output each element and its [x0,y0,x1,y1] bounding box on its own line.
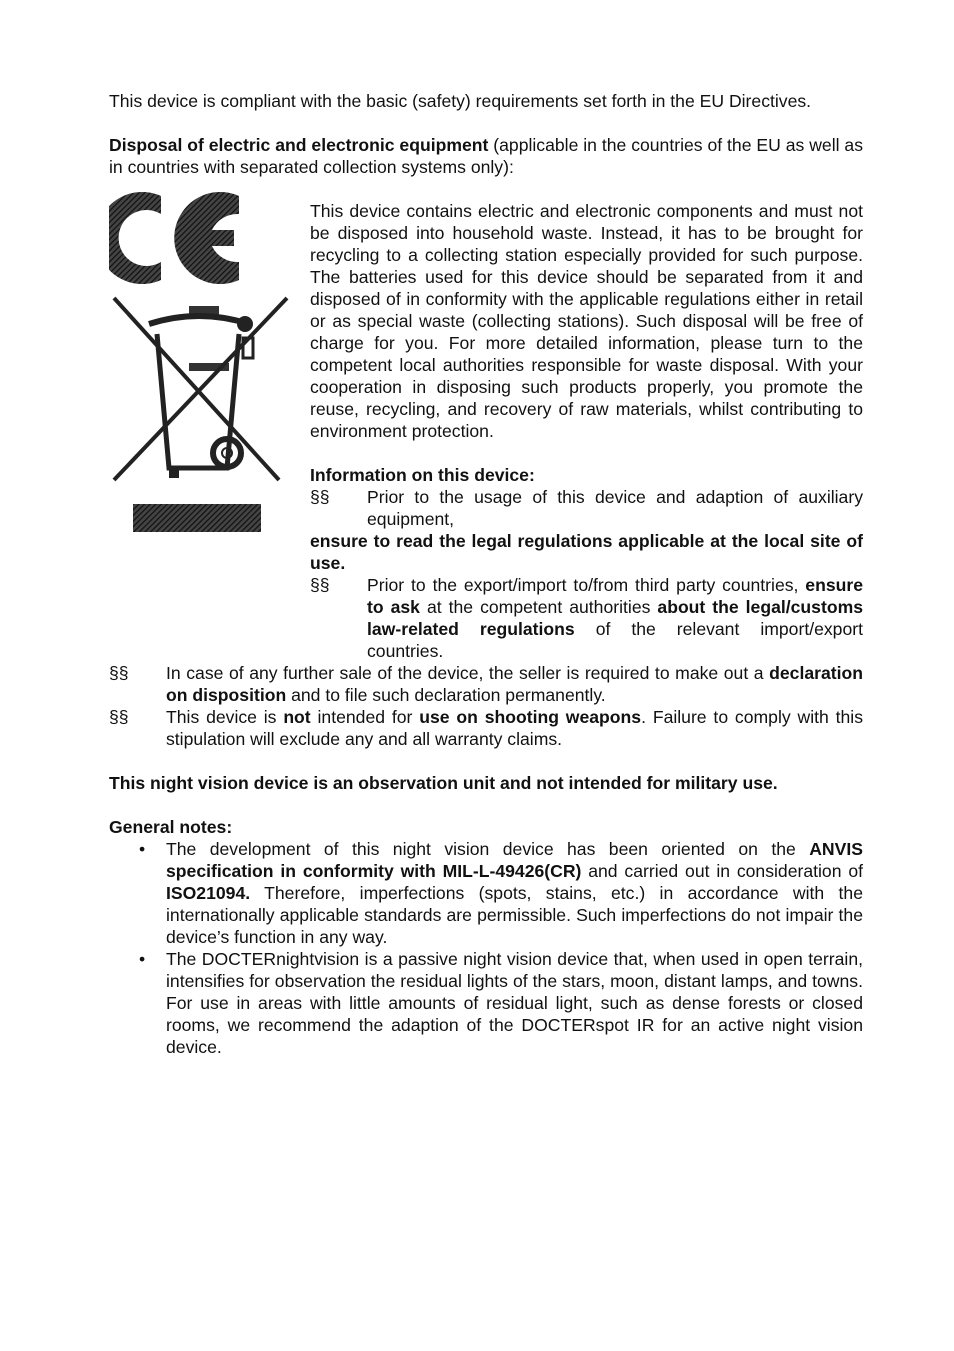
list-item: • The DOCTERnightvision is a passive night vision device that, when used in open terrain, intensifies for observation the residual lights of the stars, moon, distant lamps, and towns. For use in areas with little amounts of residual light, such as dense forests or closed rooms, we recommend the adaption of the DOCTERspot IR for an active night vision device. [139,949,863,1057]
info-item-1-cont: ensure to read the legal regulations applicable at the local site of use. [310,531,863,573]
info-heading: Information on this device: [310,465,535,485]
info-item-3: §§ In case of any further sale of the device, the seller is required to make out a declaration on disposition and to file such declaration permanently. [109,663,863,705]
compliance-statement: This device is compliant with the basic (safety) requirements set forth in the EU Directives. [109,91,812,111]
weee-bin-icon [114,298,287,480]
list-item: • The development of this night vision device has been oriented on the ANVIS specification in conformity with MIL-L-49426(CR) and carried out in consideration of ISO21094. Therefore, imperfections (spots, stains, etc.) in accordance with the internationally applicable standards are permissible. Such imperfections do not impair the device’s function in any way. [139,839,863,947]
disposal-intro: Disposal of electric and electronic equipment (applicable in the countries of the EU as well as in countries with separated collection systems only): [109,135,863,177]
disposal-body: This device contains electric and electronic components and must not be disposed into household waste. Instead, it has to be brought for recycling to a collecting station especially provided for such purpose. The batteries used for this device should be separated from it and disposed of in conformity with the applicable regulations either in retail or as special waste (collecting stations). Such disposal will be free of charge for you. For more detailed information, please turn to the competent local authorities responsible for waste disposal. With your cooperation in disposing such products properly, you promote the reuse, recycling, and recovery of raw materials, whilst contributing to environment protection. [310,201,863,441]
document-page [109,90,863,1058]
weee-bar-icon [133,504,261,532]
info-item-1-start: §§ Prior to the usage of this device and adaption of auxiliary equipment, [310,487,863,529]
ce-weee-logo [109,188,309,632]
military-statement: This night vision device is an observation unit and not intended for military use. [109,773,778,793]
ce-icon [109,192,239,284]
disposal-heading: Disposal of electric and electronic equipment [109,135,489,155]
compliance-marks [109,188,309,632]
general-notes-list [109,838,863,1058]
info-item-2: §§ Prior to the export/import to/from third party countries, ensure to ask at the competent authorities about the legal/customs law-related regulations of the relevant import/export countries. [310,575,864,661]
disposal-text-column [310,188,863,530]
info-item-4: §§ This device is not intended for use on shooting weapons. Failure to comply with this stipulation will exclude any and all warranty claims. [109,707,863,749]
general-notes-heading: General notes: [109,817,233,837]
